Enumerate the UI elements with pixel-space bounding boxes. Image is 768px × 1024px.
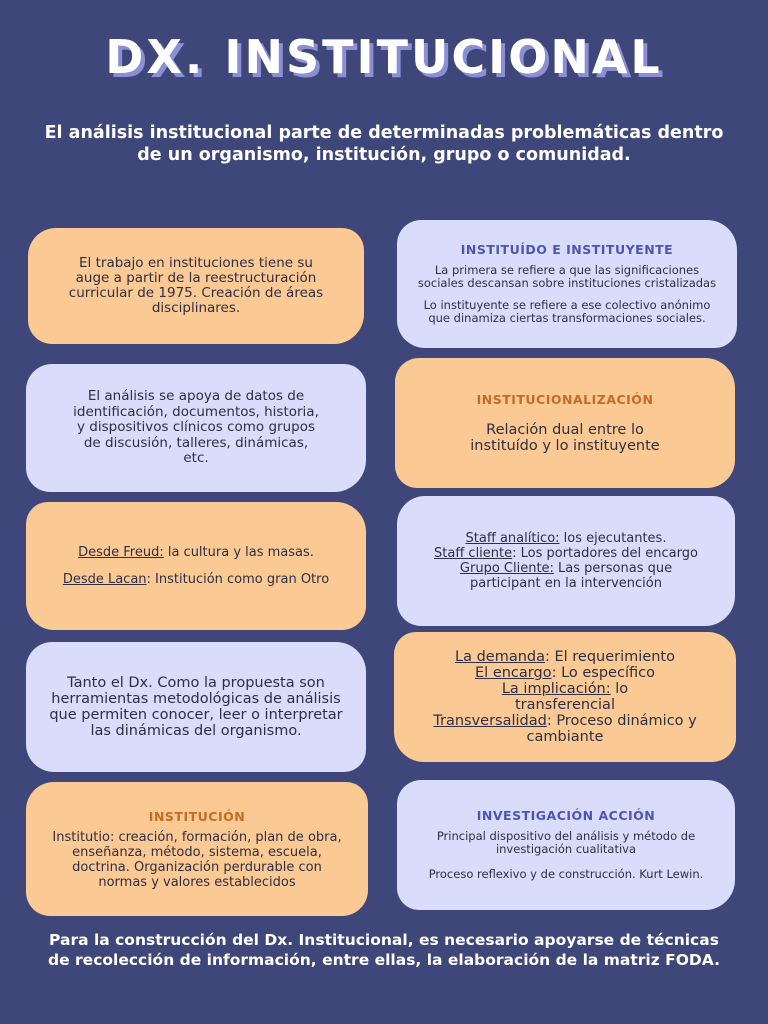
card-transversalidad-line (398, 713, 732, 745)
card-demanda-line (455, 649, 675, 665)
card-institucionalizacion-text: Relación dual entre lo instituído y lo instituyente (470, 422, 660, 454)
card-staff (397, 496, 735, 626)
card-dx-text: Tanto el Dx. Como la propuesta son herramientas metodológicas de análisis que permiten conocer, leer o interpretar las dinámicas del organismo. (49, 675, 343, 739)
staff-analitico-label: Staff analítico: (465, 531, 560, 546)
encargo-label: El encargo (475, 665, 552, 681)
grupo-cliente-text: Las personas que participant en la intervención (470, 561, 673, 591)
card-instituido-p2: Lo instituyente se refiere a ese colectivo anónimo que dinamiza ciertas transformaciones sociales. (423, 298, 711, 325)
card-staff-analitico (466, 531, 667, 546)
card-analisis (26, 364, 366, 492)
lacan-label: Desde Lacan (62, 572, 147, 587)
staff-cliente-label: Staff cliente (434, 546, 513, 561)
grupo-cliente-label: Grupo Cliente: (459, 561, 554, 576)
card-analisis-text: El análisis se apoya de datos de identificación, documentos, historia, y dispositivos clínicos como grupos de discusión, talleres, dinámicas, etc. (73, 388, 319, 467)
card-demanda (394, 632, 736, 762)
card-trabajo-instituciones (28, 228, 364, 344)
card-lacan-line (63, 572, 329, 587)
demanda-text: : El requerimiento (545, 649, 675, 665)
page-title: DX. INSTITUCIONAL (105, 30, 663, 84)
card-institucionalizacion-heading: INSTITUCIONALIZACIÓN (476, 392, 654, 407)
card-investigacion-heading: INVESTIGACIÓN ACCIÓN (476, 808, 656, 823)
card-institucion (26, 782, 368, 916)
card-trabajo-text: El trabajo en instituciones tiene su auge a partir de la reestructuración curricular de 1975. Creación de áreas disciplinares. (68, 255, 324, 316)
staff-analitico-text: los ejecutantes. (559, 531, 667, 546)
card-institucion-heading: INSTITUCIÓN (148, 808, 246, 824)
freud-label: Desde Freud: (78, 545, 164, 560)
card-investigacion-accion (397, 780, 735, 910)
staff-cliente-text: : Los portadores del encargo (512, 546, 698, 561)
card-dx-propuesta (26, 642, 366, 772)
card-encargo-line (475, 665, 655, 681)
card-implicacion-line (398, 681, 732, 713)
intro-text: El análisis institucional parte de determinadas problemáticas dentro de un organismo, institución, grupo o comunidad. (44, 123, 724, 165)
card-freud-line (78, 545, 314, 560)
closing-text: Para la construcción del Dx. Institucional, es necesario apoyarse de técnicas de recolección de información, entre ellas, la elaboración de la matriz FODA. (48, 931, 720, 969)
implicacion-text: lo transferencial (515, 681, 629, 713)
encargo-text: : Lo específico (551, 665, 655, 681)
card-institucion-text: Institutio: creación, formación, plan de obra, enseñanza, método, sistema, escuela, doctrina. Organización perdurable con normas y valores establecidos (52, 829, 342, 890)
card-investigacion-p1: Principal dispositivo del análisis y método de investigación cualitativa (436, 829, 696, 856)
freud-text: la cultura y las masas. (163, 545, 314, 560)
card-staff-grupo (427, 561, 705, 591)
card-freud-lacan (26, 502, 366, 630)
transversalidad-text: : Proceso dinámico y cambiante (526, 713, 697, 745)
card-investigacion-p2: Proceso reflexivo y de construcción. Kurt Lewin. (428, 867, 704, 881)
implicacion-label: La implicación: (501, 681, 611, 697)
card-instituido-p1: La primera se refiere a que las significaciones sociales descansan sobre instituciones cristalizadas (417, 263, 717, 290)
demanda-label: La demanda (455, 649, 545, 665)
card-institucionalizacion (395, 358, 735, 488)
card-instituido-heading: INSTITUÍDO E INSTITUYENTE (460, 242, 674, 257)
card-instituido-instituyente (397, 220, 737, 348)
transversalidad-label: Transversalidad (433, 713, 547, 729)
card-staff-cliente (434, 546, 698, 561)
lacan-text: : Institución como gran Otro (146, 572, 330, 587)
